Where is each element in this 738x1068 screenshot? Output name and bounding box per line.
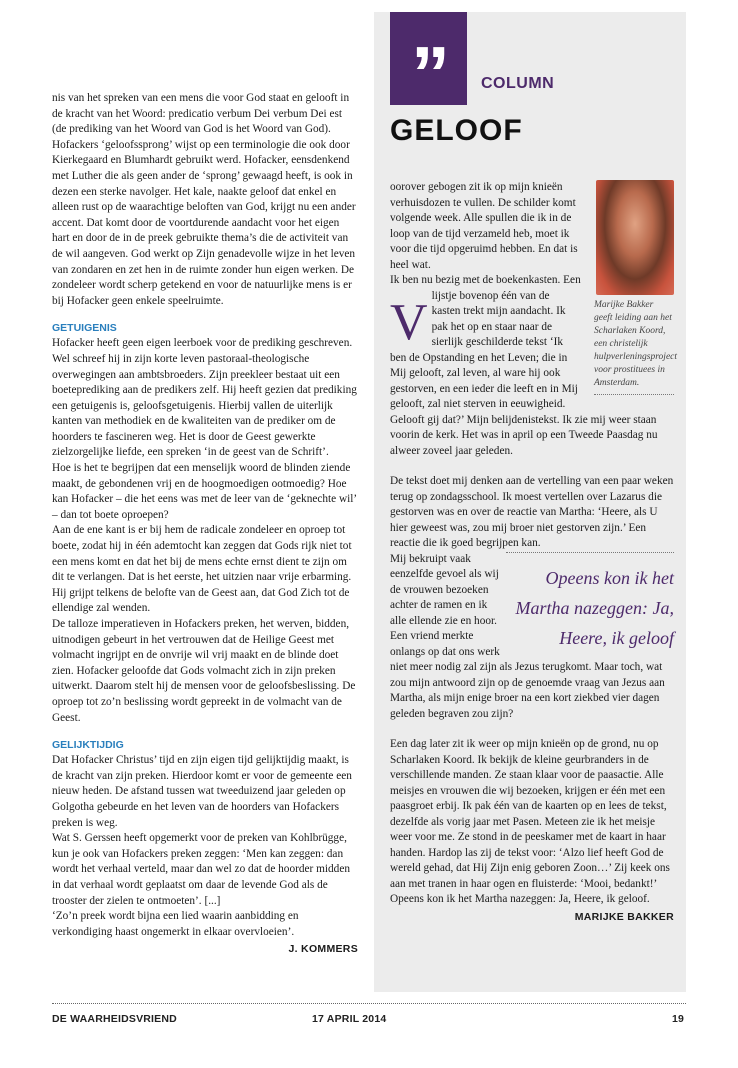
subheading: GELIJKTIJDIG [52,739,124,752]
magazine-name: DE WAARHEIDSVRIEND [52,1013,177,1025]
paragraph: Mij bekruipt vaak eenzelfde gevoel als wij de vrouwen bezoeken achter de ramen en ik alle ellende zie en hoor. Een vriend merkte onlangs op dat ons werk niet meer nodig zal zijn als Jezus terugkomt. Maar toch, wat zou mijn antwoord zijn op de genoemde vraag van Jezus aan Martha, als mijn enige broer na een kort ziekbed vier dagen geleden begraven zou zijn? [390,552,665,720]
paragraph: Wat S. Gerssen heeft opgemerkt voor de preken van Kohlbrügge, kun je ook van Hofackers preken zeggen: ‘Men kan zeggen: dan wordt het verhaal verteld, maar dan wel zo dat de hoorder midden in dat verhaal wordt geplaatst om daar de levende God als de trooster der zielen te ontmoeten’. [...] [52,832,350,907]
pull-quote: Opeens kon ik het Martha nazeggen: Ja, Heere, ik geloof [506,552,674,653]
paragraph: oorover gebogen zit ik op mijn knieën verhuisdozen te vullen. De schilder komt volgende week. Alle spullen die ik in de loop van de tijd verzameld heb, moet ik voor die tijd opgeruimd hebben. En dat is heel wat. [390,181,578,271]
article-left-column [52,91,358,958]
paragraph: De tekst doet mij denken aan de vertelling van een paar weken terug op zondagsschool. Ik moest vertellen over Lazarus die gestorven was en over de reactie van Martha: ‘Heere, als U hier geweest was, zou mij broer niet gestorven zijn.’ Een reactie die ik goed begrijpen kan. [390,475,674,549]
paragraph: nis van het spreken van een mens die voor God staat en gelooft in de kracht van het Woord: predicatio verbum Dei verbum Dei est (de prediking van het Woord van God is het Woord van God). [52,92,350,136]
paragraph: Dat Hofacker Christus’ tijd en zijn eigen tijd gelijktijdig maakt, is de kracht van zijn preken. Hierdoor komt er voor de gemeente een nieuw heden. De afstand tussen wat tweeduizend jaar geleden op Golgotha gebeurde en het leven van de hoorders van Hofackers preken is weg. [52,754,352,829]
paragraph: Hofackers ‘geloofssprong’ wijst op een terminologie die ook door Kierkegaard en Blumhardt gebruikt werd. Hofacker, eensdenkend met Luther die als geen ander de ‘sprong’ gewaagd heeft, is ook in dezen een sterke navolger. Het kale, naakte geloof dat enkel en alleen rust op de waarachtige beloften van God, krijgt nu een ander accent. Dat komt door de voortdurende aandacht voor het eigen hart en door de in de preek gebruikte thema’s die de activiteit van de wil aangeven. God werkt op Zijn genadevolle wijze in het leven van zondaren en zet hen in de ruimte zonder hun eigen werken. De zondeleer wordt scherp getekend en voor de natuurlijke mens is er bij Hofacker geen enkele speelruimte. [52,138,356,307]
column-label: COLUMN [481,75,555,92]
issue-date: 17 APRIL 2014 [312,1013,387,1025]
author-signature: MARIJKE BAKKER [574,910,674,923]
column-title: GELOOF [390,114,523,147]
paragraph: Hofacker heeft geen eigen leerboek voor de prediking geschreven. Wel schreef hij in zijn korte leven pastoraal-theologische overwegingen aan ambtsbroeders. Zijn preekleer bestaat uit een boeteprediking aan de predikers zelf. Hij heeft gezien dat prediking een getuigenis is, geloofsgetuigenis. Hierbij vallen de uiterlijk kanten van methodiek en de kwaliteiten van de prediker om de hoorders te fascineren weg. Het is door de Geest gewerkte zielzorgelijke liefde, een spreken ‘in de geest van de Schrift’. [52,337,357,459]
paragraph: Hoe is het te begrijpen dat een menselijk woord de blinden ziende maakt, de gebondenen vrij en de hoogmoedigen ootmoedig? Hoe kan Hofacker – die het eens was met de leer van de ‘geknechte wil’ – dan tot boete oproepen? [52,462,357,521]
page-number: 19 [672,1013,685,1025]
subheading: GETUIGENIS [52,322,117,335]
author-signature: J. KOMMERS [288,943,358,956]
paragraph: ‘Zo’n preek wordt bijna een lied waarin aanbidding en verkondiging haast ongemerkt in elkaar overvloeien’. [52,910,299,938]
quote-mark-icon: ” [390,12,467,105]
photo-caption: Marijke Bakker geeft leiding aan het Scharlaken Koord, een christelijk hulpverleningsproject voor prostituees in Amsterdam. [594,299,674,395]
drop-cap: V [390,294,428,351]
paragraph: Aan de ene kant is er bij hem de radicale zondeleer en oproep tot boete, zodat hij in één ademtocht kan zeggen dat Gods rijk niet tot een mens komt en dat het bij de mens echte ernst dient te zijn om dit te verlangen. Dat is het eerste, het uitzien naar vrije erbarming. Hij grijpt telkens de belofte van de Geest aan, dat God Zich tot de ellendige zal wenden. [52,524,352,615]
author-photo [596,180,674,295]
footer-divider [52,1003,686,1004]
column-body [390,180,678,925]
paragraph: De talloze imperatieven in Hofackers preken, het werven, bidden, uitnodigen gebeurt in het vertrouwen dat de Heilige Geest met volmacht ingrijpt en de onvrije wil vrij maakt en de blinde doet zien. Hofacker geloofde dat Gods volmacht zich in zijn preken uitwerkt. Daarom stelt hij de mensen voor de geloofsbeslissing. De oproep tot zo’n beslissing wordt gepreekt in de volmacht van de Geest. [52,618,356,724]
paragraph: Een dag later zit ik weer op mijn knieën op de grond, nu op Scharlaken Koord. Ik bekijk de kleine geurbranders in de verschillende manden. Ze staan klaar voor de paasactie. Alle meisjes en vrouwen die wij bezoeken, krijgen er één met een paasgroet erbij. Ik pak één van de kaarten op en lees de tekst, dezelfde als vorig jaar met Pasen. Meteen zie ik het meisje weer voor me. Ze stond in de peeskamer met de kaart in haar handen. Hardop las zij de tekst voor: ‘Alzo lief heeft God de wereld gehad, dat Hij Zijn enig geboren Zoon…’ Zij keek ons aan met tranen in haar ogen en fluisterde: ‘Mooi, bedankt!’ Opeens kon ik het Martha nazeggen: Ja, Heere, ik geloof. [390,738,670,905]
paragraph: Ik ben nu bezig met de boekenkasten. Een lijstje bovenop één van de kasten trekt mijn aandacht. Ik pak het op en staar naar de sierlijk geschilderde tekst ‘Ik ben de Opstanding en het Leven; die in Mij gelooft, zal leven, al ware hij ook gestorven, en een ieder die leeft en in Mij gelooft, zal niet sterven in eeuwigheid. Gelooft gij dat?’ Mijn belijdenistekst. Ik zie mij weer staan voorin de kerk. Het was in april op een Tweede Paasdag nu alweer zoveel jaar geleden. [390,274,658,457]
